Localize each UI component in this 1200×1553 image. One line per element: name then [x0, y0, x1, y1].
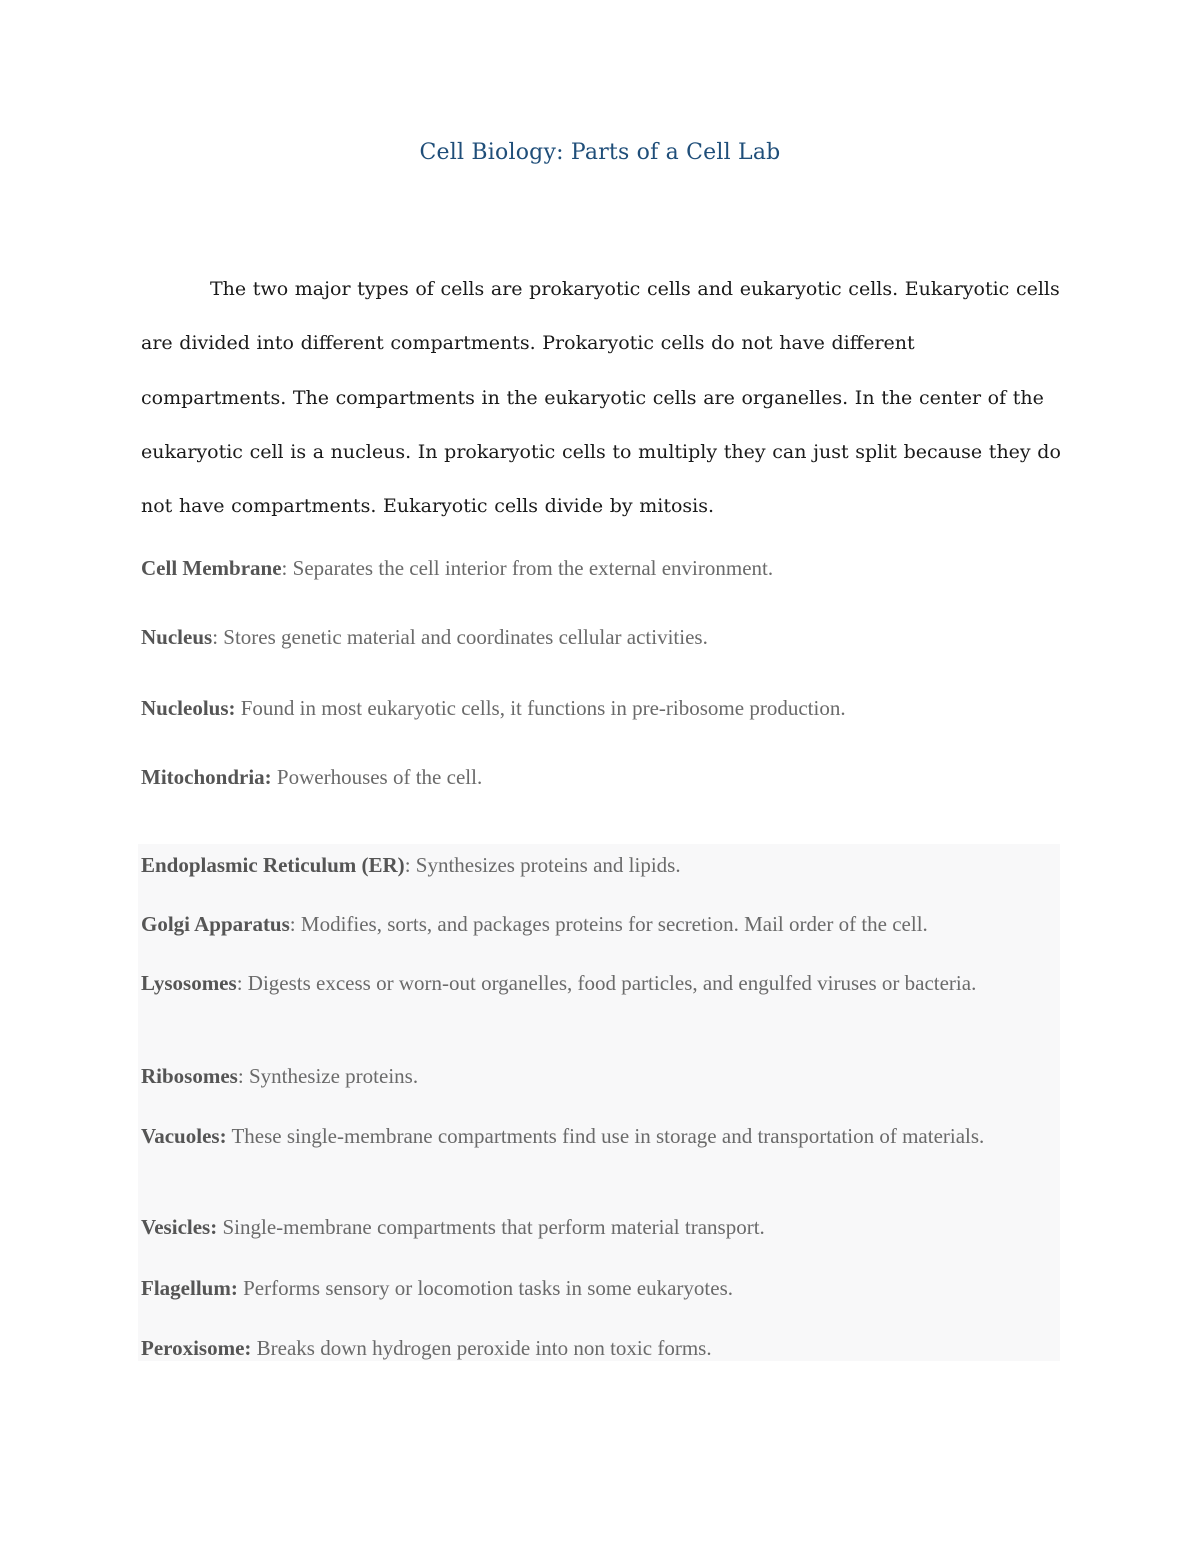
definition-term: Flagellum: [141, 1276, 238, 1300]
definition-term: Peroxisome: [141, 1336, 252, 1360]
definition-description: These single-membrane compartments find use in storage and transportation of materials. [231, 1124, 985, 1148]
definition-description: Single-membrane compartments that perform material transport. [222, 1215, 765, 1239]
definition-lysosomes [141, 967, 1061, 999]
definition-description: Breaks down hydrogen peroxide into non toxic forms. [256, 1336, 712, 1360]
definition-flagellum [141, 1272, 1061, 1304]
definition-mitochondria [141, 761, 1061, 793]
definition-separator: : [237, 1064, 249, 1088]
document-title: Cell Biology: Parts of a Cell Lab [419, 140, 781, 165]
definition-term: Nucleus [141, 625, 213, 649]
definition-term: Golgi Apparatus [141, 912, 290, 936]
definition-description: Synthesizes proteins and lipids. [415, 853, 681, 877]
definition-peroxisome [141, 1332, 1061, 1364]
definition-description: Modifies, sorts, and packages proteins for secretion. Mail order of the cell. [300, 912, 928, 936]
definition-term: Ribosomes [141, 1064, 238, 1088]
definition-separator: : [404, 853, 416, 877]
definition-term: Vacuoles: [141, 1124, 227, 1148]
definition-vesicles [141, 1211, 1061, 1243]
definition-vacuoles [141, 1120, 1061, 1152]
definition-term: Lysosomes [141, 971, 237, 995]
definition-description: Performs sensory or locomotion tasks in some eukaryotes. [243, 1276, 733, 1300]
definition-endoplasmic-reticulum [141, 849, 1061, 881]
definition-nucleus [141, 621, 1061, 653]
definition-nucleolus [141, 692, 1061, 724]
definition-separator: : [236, 971, 248, 995]
definition-description: Found in most eukaryotic cells, it functions in pre-ribosome production. [240, 696, 846, 720]
definition-term: Mitochondria: [141, 765, 272, 789]
definition-description: Stores genetic material and coordinates cellular activities. [223, 625, 708, 649]
definition-separator: : [289, 912, 301, 936]
definition-description: Digests excess or worn-out organelles, food particles, and engulfed viruses or bacteria. [247, 971, 977, 995]
definition-cell-membrane [141, 552, 1061, 584]
definition-description: Separates the cell interior from the external environment. [292, 556, 774, 580]
definition-description: Synthesize proteins. [248, 1064, 419, 1088]
definition-separator: : [281, 556, 293, 580]
definition-golgi-apparatus [141, 908, 1061, 940]
definition-description: Powerhouses of the cell. [276, 765, 483, 789]
definition-separator: : [212, 625, 224, 649]
definition-term: Nucleolus: [141, 696, 236, 720]
definition-term: Endoplasmic Reticulum (ER) [141, 853, 405, 877]
definition-term: Vesicles: [141, 1215, 218, 1239]
intro-paragraph: The two major types of cells are prokaryotic cells and eukaryotic cells. Eukaryotic cells are divided into different compartments. Prokaryotic cells do not have different compartments. The compartments in the eukaryotic cells are organelles. In the center of the eukaryotic cell is a nucleus. In prokaryotic cells to multiply they can just split because they do not have compartments. Eukaryotic cells divide by mitosis. [141, 278, 1061, 518]
definition-ribosomes [141, 1060, 1061, 1092]
definition-term: Cell Membrane [141, 556, 282, 580]
